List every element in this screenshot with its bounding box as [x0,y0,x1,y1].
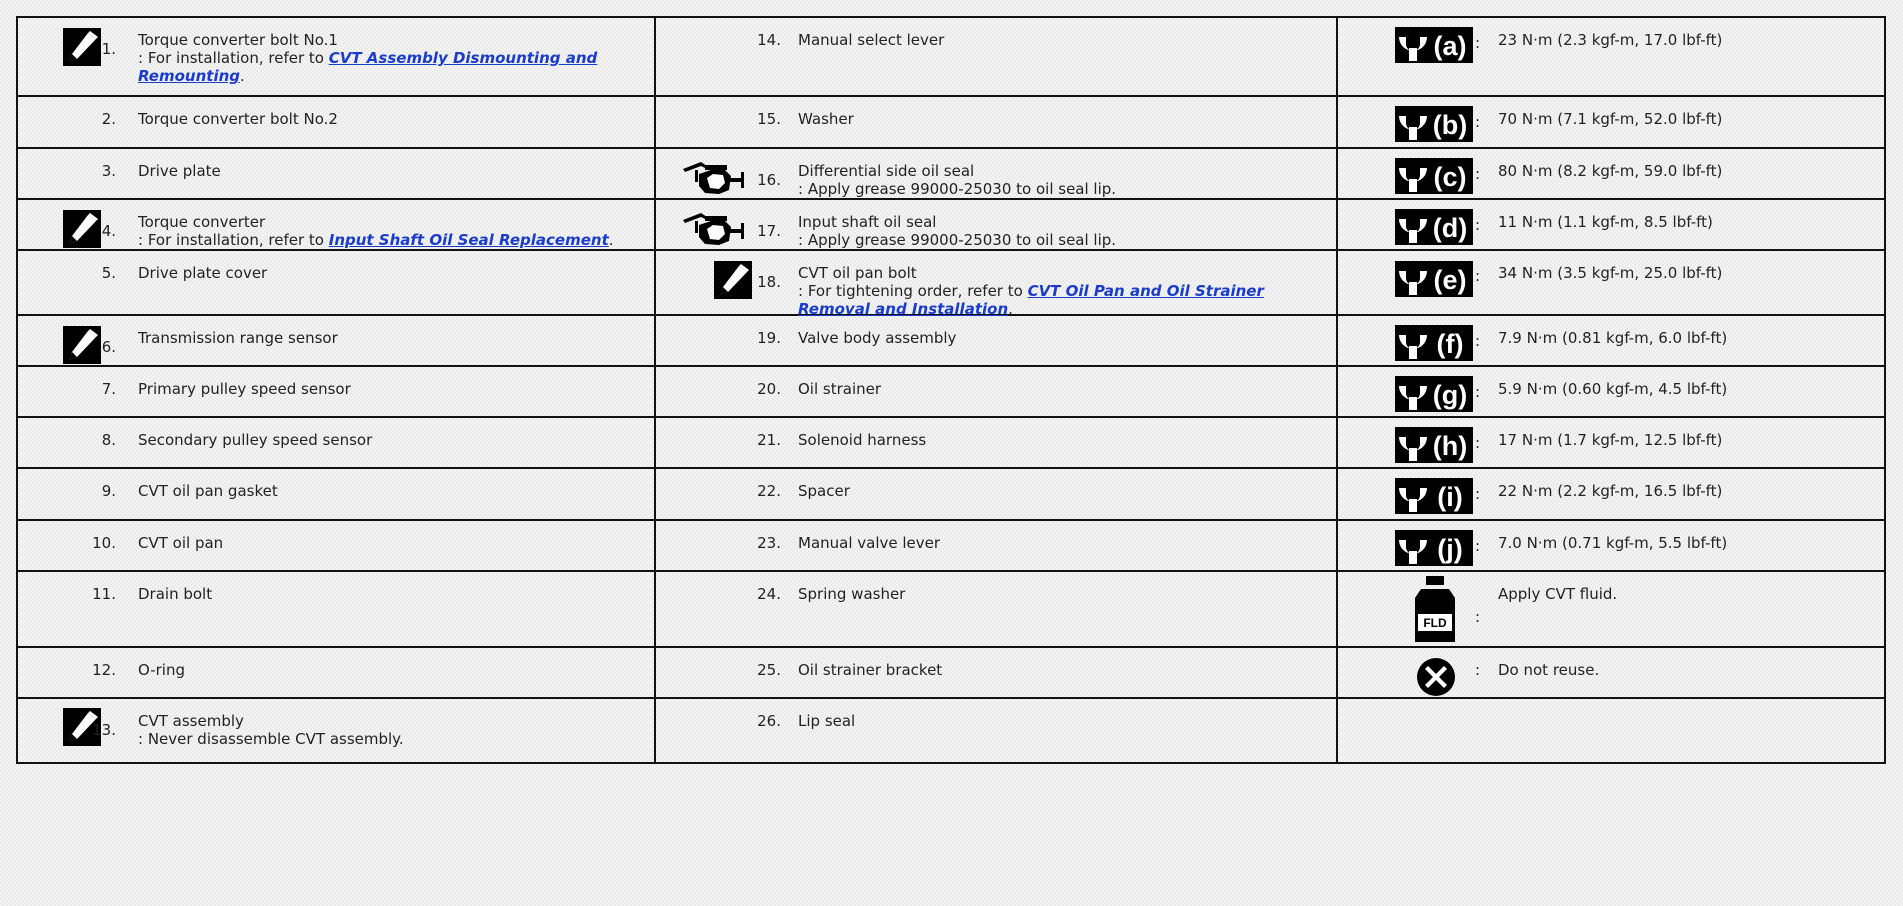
spec-cell-right [1337,417,1885,468]
part-description [798,329,1323,347]
colon: : [1475,608,1481,626]
part-description [138,482,648,500]
wrench-note-icon [63,326,101,368]
torque-spec-icon [1395,478,1473,518]
torque-spec-icon [1395,158,1473,198]
part-name: Drive plate [138,162,221,180]
part-name: Spring washer [798,585,906,603]
part-name: Primary pulley speed sensor [138,380,351,398]
part-cell-left [17,148,655,199]
part-cell-left [17,647,655,698]
part-number: 25. [757,661,781,679]
part-number: 9. [101,482,116,500]
colon: : [1475,383,1481,401]
svg-text:(b): (b) [1432,110,1468,140]
part-number: 6. [101,338,116,356]
part-number: 5. [101,264,116,282]
part-name: Torque converter bolt No.2 [138,110,338,128]
torque-value: 70 N·m (7.1 kgf-m, 52.0 lbf-ft) [1498,110,1723,128]
svg-text:FLD: FLD [1423,616,1447,630]
part-description [798,661,1323,679]
part-cell-middle [655,571,1337,647]
svg-text:(j): (j) [1437,534,1463,564]
legend-row [17,468,1885,520]
part-number: 3. [101,162,116,180]
part-number: 4. [101,222,116,240]
legend-row [17,417,1885,468]
part-note [138,49,648,85]
spec-cell-right [1337,366,1885,417]
note-text: : For installation, refer to [138,49,329,67]
spec-cell-right [1337,96,1885,148]
no-reuse-instruction: Do not reuse. [1498,661,1600,679]
part-cell-left [17,96,655,148]
part-description [798,712,1323,730]
part-cell-middle [655,250,1337,318]
part-description [798,431,1323,449]
part-description [138,329,648,347]
do-not-reuse-icon [1416,657,1456,701]
part-number: 14. [757,31,781,49]
part-name: Torque converter [138,213,266,231]
part-cell-middle [655,148,1337,199]
part-name: Spacer [798,482,850,500]
legend-row [17,199,1885,250]
parts-legend-table [16,16,1886,764]
reference-link[interactable]: CVT Assembly Dismounting and Remounting [138,49,598,85]
part-number: 8. [101,431,116,449]
part-name: CVT oil pan [138,534,224,552]
part-number: 19. [757,329,781,347]
part-note [138,730,648,748]
part-description [138,380,648,398]
torque-value: 80 N·m (8.2 kgf-m, 59.0 lbf-ft) [1498,162,1723,180]
note-suffix: . [240,67,245,85]
part-description [138,585,648,603]
reference-link[interactable]: Input Shaft Oil Seal Replacement [328,231,609,249]
part-description [798,264,1323,318]
torque-spec-icon [1395,209,1473,249]
note-text: : For installation, refer to [138,231,329,249]
part-name: O-ring [138,661,185,679]
part-description [798,213,1323,249]
part-description [798,585,1323,603]
torque-spec-icon [1395,427,1473,467]
part-number: 17. [757,222,781,240]
torque-spec-icon [1395,376,1473,416]
legend-row [17,366,1885,417]
part-name: Manual select lever [798,31,945,49]
part-cell-left [17,698,655,763]
part-cell-left [17,17,655,96]
torque-value: 34 N·m (3.5 kgf-m, 25.0 lbf-ft) [1498,264,1723,282]
part-number: 16. [757,171,781,189]
torque-value: 7.9 N·m (0.81 kgf-m, 6.0 lbf-ft) [1498,329,1728,347]
spec-cell-right [1337,250,1885,315]
grease-gun-icon [681,207,751,251]
part-cell-left [17,366,655,417]
wrench-note-icon [63,210,101,252]
part-description [138,110,648,128]
legend-row [17,250,1885,315]
part-name: Input shaft oil seal [798,213,937,231]
colon: : [1475,661,1481,679]
torque-value: 7.0 N·m (0.71 kgf-m, 5.5 lbf-ft) [1498,534,1728,552]
part-name: Differential side oil seal [798,162,975,180]
note-text: : Apply grease 99000-25030 to oil seal lip. [798,231,1117,249]
part-number: 24. [757,585,781,603]
spec-cell-right [1337,468,1885,520]
grease-gun-icon [681,156,751,200]
part-cell-left [17,199,655,250]
svg-text:(i): (i) [1437,482,1463,512]
legend-row [17,17,1885,96]
colon: : [1475,332,1481,350]
torque-spec-icon [1395,27,1473,67]
svg-text:(h): (h) [1432,431,1468,461]
spec-cell-right [1337,520,1885,571]
note-text: : For tightening order, refer to [798,282,1028,300]
torque-value: 5.9 N·m (0.60 kgf-m, 4.5 lbf-ft) [1498,380,1728,398]
part-name: Manual valve lever [798,534,941,552]
part-number: 12. [92,661,116,679]
part-description [138,712,648,748]
reference-link[interactable]: CVT Oil Pan and Oil Strainer Removal and Installation [798,282,1264,318]
note-suffix: . [1008,300,1013,318]
part-cell-left [17,468,655,520]
spec-cell-right [1337,315,1885,366]
svg-text:(c): (c) [1433,162,1467,192]
part-note [798,180,1323,198]
fluid-bottle-icon [1413,576,1457,648]
part-name: Lip seal [798,712,856,730]
part-name: Solenoid harness [798,431,927,449]
part-name: Transmission range sensor [138,329,338,347]
part-note [798,231,1323,249]
part-cell-middle [655,199,1337,250]
legend-row [17,571,1885,647]
svg-text:(f): (f) [1436,329,1464,359]
part-number: 20. [757,380,781,398]
part-name: CVT oil pan bolt [798,264,917,282]
note-suffix: . [608,231,614,249]
part-name: Drive plate cover [138,264,268,282]
spec-cell-right [1337,148,1885,199]
part-description [138,534,648,552]
part-name: CVT oil pan gasket [138,482,278,500]
part-cell-left [17,520,655,571]
svg-text:(d): (d) [1432,213,1468,243]
part-number: 7. [101,380,116,398]
part-description [798,31,1323,49]
part-name: Torque converter bolt No.1 [138,31,338,49]
part-name: Oil strainer bracket [798,661,943,679]
legend-row [17,315,1885,366]
colon: : [1475,165,1481,183]
note-text: : Apply grease 99000-25030 to oil seal lip. [798,180,1117,198]
part-description [138,213,648,249]
part-description [798,162,1323,198]
legend-row [17,647,1885,698]
part-description [798,380,1323,398]
part-description [138,661,648,679]
colon: : [1475,216,1481,234]
part-description [138,162,648,180]
wrench-note-icon [63,28,101,70]
part-description [138,264,648,282]
colon: : [1475,113,1481,131]
spec-cell-right [1337,199,1885,250]
colon: : [1475,34,1481,52]
part-description [798,482,1323,500]
svg-text:(a): (a) [1433,31,1467,61]
part-name: Valve body assembly [798,329,957,347]
legend-row [17,148,1885,199]
spec-cell-right [1337,17,1885,96]
part-cell-middle [655,647,1337,698]
fluid-instruction: Apply CVT fluid. [1498,585,1618,603]
torque-spec-icon [1395,261,1473,301]
part-description [798,534,1323,552]
part-number: 10. [92,534,116,552]
part-description [798,110,1323,128]
wrench-note-icon [714,261,752,303]
svg-text:(g): (g) [1432,380,1468,410]
part-cell-left [17,417,655,468]
part-cell-middle [655,315,1337,366]
spec-cell-right [1337,698,1885,763]
part-name: Secondary pulley speed sensor [138,431,373,449]
torque-spec-icon [1395,530,1473,570]
colon: : [1475,267,1481,285]
part-cell-middle [655,96,1337,148]
spec-cell-right [1337,571,1885,647]
part-name: Washer [798,110,854,128]
svg-text:(e): (e) [1433,265,1467,295]
part-cell-left [17,315,655,366]
part-name: Drain bolt [138,585,213,603]
part-number: 11. [92,585,116,603]
part-number: 26. [757,712,781,730]
part-cell-middle [655,468,1337,520]
part-cell-middle [655,698,1337,763]
torque-value: 22 N·m (2.2 kgf-m, 16.5 lbf-ft) [1498,482,1723,500]
legend-row [17,698,1885,763]
part-number: 15. [757,110,781,128]
part-description [138,31,648,85]
part-cell-middle [655,417,1337,468]
legend-row [17,520,1885,571]
part-cell-left [17,571,655,647]
colon: : [1475,537,1481,555]
part-number: 1. [101,40,116,58]
part-number: 21. [757,431,781,449]
legend-row [17,96,1885,148]
torque-value: 23 N·m (2.3 kgf-m, 17.0 lbf-ft) [1498,31,1723,49]
part-cell-middle [655,520,1337,571]
part-number: 23. [757,534,781,552]
part-name: CVT assembly [138,712,244,730]
colon: : [1475,434,1481,452]
torque-value: 17 N·m (1.7 kgf-m, 12.5 lbf-ft) [1498,431,1723,449]
part-name: Oil strainer [798,380,882,398]
part-description [138,431,648,449]
colon: : [1475,485,1481,503]
part-number: 18. [757,273,781,291]
part-number: 22. [757,482,781,500]
note-text: : Never disassemble CVT assembly. [138,730,404,748]
part-cell-left [17,250,655,315]
torque-value: 11 N·m (1.1 kgf-m, 8.5 lbf-ft) [1498,213,1713,231]
part-cell-middle [655,17,1337,96]
spec-cell-right [1337,647,1885,698]
part-note [138,231,648,249]
part-cell-middle [655,366,1337,417]
part-number: 2. [101,110,116,128]
part-number: 13. [92,721,116,739]
torque-spec-icon [1395,325,1473,365]
part-note [798,282,1323,318]
torque-spec-icon [1395,106,1473,146]
